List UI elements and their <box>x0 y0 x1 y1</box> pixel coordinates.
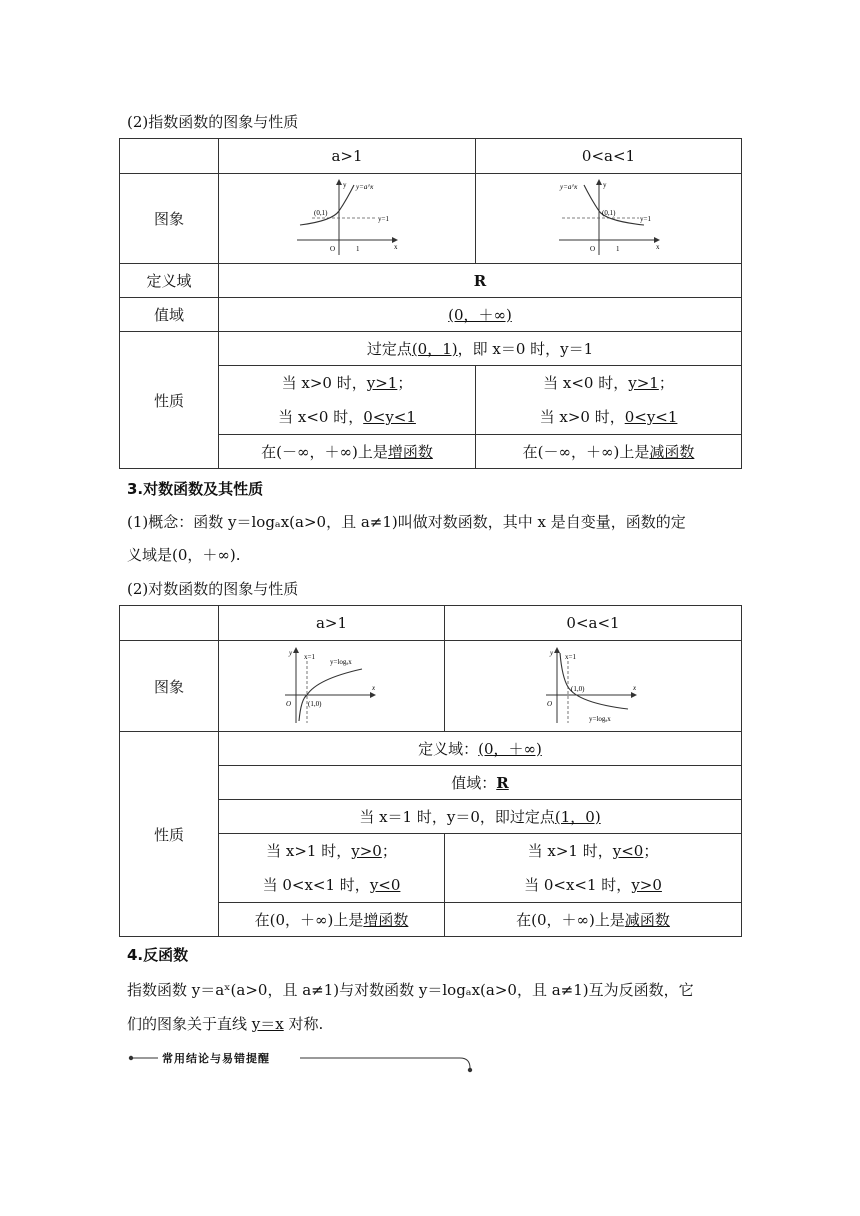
exp-gt1-line1-pre: 当 x>0 时， <box>281 374 367 392</box>
log-gt1-curve-label: y=logₐx <box>329 658 352 666</box>
log-header-empty <box>120 606 219 641</box>
log-fixed-point-cell <box>219 800 742 834</box>
exp-gt1-line1 <box>219 366 475 400</box>
log-concept-line1: (1)概念：函数 y＝logₐx(a>0，且 a≠1)叫做对数函数，其中 x 是自变量，函数的定 <box>127 513 686 531</box>
exp-gt1-line1-post: ； <box>397 374 413 392</box>
log-concept-line2: 义域是(0，＋∞). <box>127 546 241 564</box>
log-lt1-line2-val: y>0 <box>631 876 662 894</box>
exp-lt1-line2-pre: 当 x>0 时， <box>539 408 625 426</box>
exp-gt1-monotonic-cell <box>219 435 476 469</box>
exp-fixed-point-pre: 过定点 <box>366 340 412 358</box>
exp-fixed-point-cell <box>219 332 742 366</box>
exp-graph-lt1-cell <box>476 174 742 264</box>
row-label-graph: 图象 <box>120 174 219 264</box>
exp-gt1-mono-val: 增函数 <box>387 443 433 461</box>
inverse-line2 <box>127 1014 323 1034</box>
log-lt1-monotonic-cell <box>445 903 742 937</box>
exp-gt1-curve-label: y=a^x <box>356 182 374 191</box>
log-gt1-mono-val: 增函数 <box>363 911 409 929</box>
inverse-line2-post: 对称. <box>283 1015 324 1033</box>
log-domain-val: (0，＋∞) <box>478 740 542 758</box>
log-gt1-line1-pre: 当 x>1 时， <box>266 842 352 860</box>
header-a-lt-1: 0<a<1 <box>476 139 742 174</box>
log-fixed-val: (1，0) <box>554 808 601 826</box>
inverse-line1: 指数函数 y＝aˣ(a>0，且 a≠1)与对数函数 y＝logₐx(a>0，且 a≠1)互为反函数，它 <box>127 981 694 999</box>
exp-lt1-asym: y=1 <box>639 214 651 223</box>
row-label-domain: 定义域 <box>120 264 219 298</box>
exp-fixed-point-post: ，即 x＝0 时，y＝1 <box>457 340 594 358</box>
exp-domain-value: R <box>219 264 742 298</box>
exp-lt1-line2-val: 0<y<1 <box>624 408 678 426</box>
exp-gt1-line2 <box>219 400 475 434</box>
exp-gt1-asym: y=1 <box>378 214 389 223</box>
log-lt1-point: (1,0) <box>571 685 585 693</box>
exp-gt1-x-label: x <box>394 242 398 251</box>
exp-lt1-values-cell <box>476 366 742 435</box>
log-lt1-line1 <box>445 834 741 868</box>
log-lt1-line1-pre: 当 x>1 时， <box>527 842 613 860</box>
exp-lt1-line1 <box>476 366 741 400</box>
log-graph-lt1-cell <box>445 641 742 732</box>
log-domain-pre: 定义域： <box>418 740 479 758</box>
exp-gt1-one: 1 <box>356 244 360 253</box>
log-range-cell <box>219 766 742 800</box>
log-gt1-point: (1,0) <box>307 700 321 708</box>
footer-banner <box>120 1046 480 1076</box>
log-row-label-props: 性质 <box>120 732 219 937</box>
exp-gt1-line1-val: y>1 <box>366 374 398 392</box>
banner-text: 常用结论与易错提醒 <box>162 1052 270 1065</box>
log-gt1-line1-val: y>0 <box>351 842 382 860</box>
exp-fixed-point: (0，1) <box>411 340 458 358</box>
exp-graph-gt1-cell <box>219 174 476 264</box>
log-gt1-asym: x=1 <box>303 653 315 661</box>
exp-gt1-y-label: y <box>343 180 347 189</box>
exp-lt1-mono-pre: 在(－∞，＋∞)上是 <box>522 443 650 461</box>
log-graph-increasing <box>282 643 382 725</box>
log-lt1-y-label: y <box>550 649 554 657</box>
inverse-line2-pre: 们的图象关于直线 <box>127 1015 252 1033</box>
log-gt1-y-label: y <box>288 649 292 657</box>
log-gt1-line1 <box>219 834 444 868</box>
log-domain-cell <box>219 732 742 766</box>
log-lt1-values-cell <box>445 834 742 903</box>
exp-lt1-line1-pre: 当 x<0 时， <box>543 374 629 392</box>
log-gt1-values-cell <box>219 834 445 903</box>
exp-lt1-one: 1 <box>615 244 619 253</box>
log-table-heading: (2)对数函数的图象与性质 <box>127 580 299 598</box>
inverse-heading: 4.反函数 <box>127 946 189 964</box>
header-a-gt-1: a>1 <box>219 139 476 174</box>
log-gt1-mono-pre: 在(0，＋∞)上是 <box>254 911 364 929</box>
log-gt1-line2-val: y<0 <box>369 876 401 894</box>
log-lt1-curve-label: y=logₐx <box>589 715 611 723</box>
log-gt1-line2 <box>219 868 444 902</box>
inverse-line2-val: y＝x <box>251 1015 284 1033</box>
log-lt1-origin: O <box>547 700 553 708</box>
exp-lt1-line2 <box>476 400 741 434</box>
log-header-a-lt-1: 0<a<1 <box>445 606 742 641</box>
row-label-range: 值域 <box>120 298 219 332</box>
exp-gt1-mono-pre: 在(－∞，＋∞)上是 <box>261 443 388 461</box>
exp-lt1-mono-val: 减函数 <box>649 443 695 461</box>
log-function-table <box>119 605 742 937</box>
log-lt1-line1-val: y<0 <box>612 842 644 860</box>
exp-gt1-values-cell <box>219 366 476 435</box>
log-fixed-pre: 当 x＝1 时，y＝0，即过定点 <box>359 808 555 826</box>
exp-gt1-line2-pre: 当 x<0 时， <box>278 408 364 426</box>
exp-graph-increasing <box>292 177 402 257</box>
log-gt1-line1-post: ； <box>381 842 397 860</box>
log-lt1-x-label: x <box>633 684 637 692</box>
log-graph-gt1-cell <box>219 641 445 732</box>
exp-lt1-line1-val: y>1 <box>628 374 659 392</box>
log-section-heading: 3.对数函数及其性质 <box>127 480 264 498</box>
exp-gt1-point: (0,1) <box>314 208 328 217</box>
log-gt1-line2-pre: 当 0<x<1 时， <box>262 876 370 894</box>
exp-table-heading: (2)指数函数的图象与性质 <box>127 113 299 131</box>
log-gt1-monotonic-cell <box>219 903 445 937</box>
exp-lt1-point: (0,1) <box>601 208 615 217</box>
exp-graph-decreasing <box>554 177 664 257</box>
exp-lt1-x-label: x <box>655 242 659 251</box>
exp-lt1-curve-label: y=a^x <box>559 182 577 191</box>
log-lt1-mono-pre: 在(0，＋∞)上是 <box>516 911 625 929</box>
log-graph-decreasing <box>543 643 643 725</box>
exp-lt1-monotonic-cell <box>476 435 742 469</box>
log-gt1-origin: O <box>285 700 291 708</box>
log-lt1-asym: x=1 <box>565 653 576 661</box>
log-gt1-x-label: x <box>371 684 375 692</box>
exp-lt1-y-label: y <box>602 180 606 189</box>
log-lt1-mono-val: 减函数 <box>624 911 670 929</box>
exp-function-table <box>119 138 742 469</box>
log-header-a-gt-1: a>1 <box>219 606 445 641</box>
row-label-props: 性质 <box>120 332 219 469</box>
exp-gt1-line2-val: 0<y<1 <box>363 408 416 426</box>
exp-range-value: (0，＋∞) <box>448 306 512 324</box>
log-lt1-line2-pre: 当 0<x<1 时， <box>524 876 632 894</box>
header-empty <box>120 139 219 174</box>
exp-lt1-line1-post: ； <box>658 374 674 392</box>
exp-lt1-origin: O <box>589 244 595 253</box>
log-row-label-graph: 图象 <box>120 641 219 732</box>
exp-gt1-origin: O <box>330 244 336 253</box>
log-lt1-line1-post: ； <box>643 842 659 860</box>
exp-range-cell <box>219 298 742 332</box>
log-range-val: R <box>496 774 509 792</box>
log-lt1-line2 <box>445 868 741 902</box>
log-range-pre: 值域： <box>451 774 497 792</box>
